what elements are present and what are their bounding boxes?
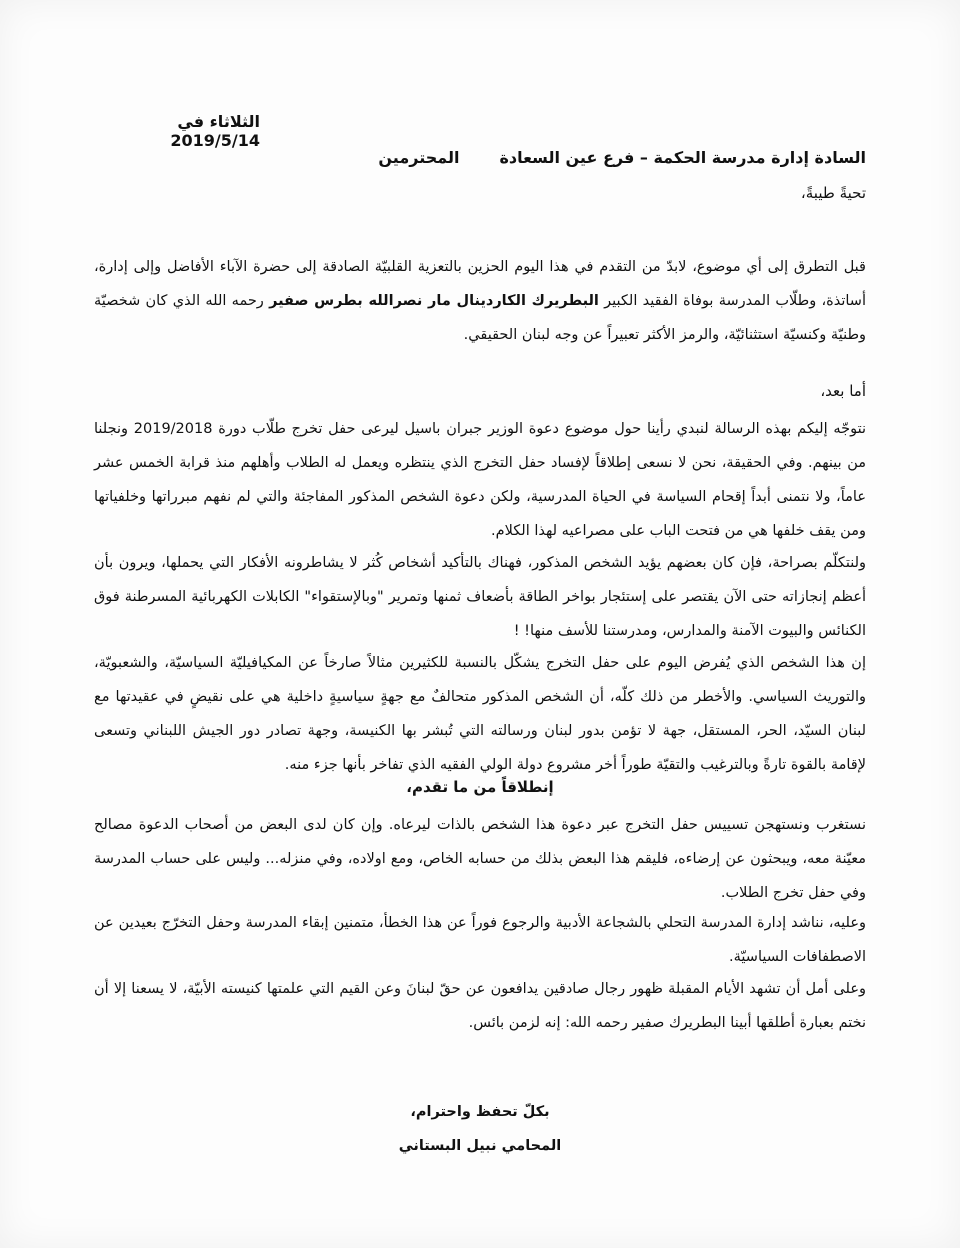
letter-date [94,112,866,150]
body-paragraph-5: وعليه، نناشد إدارة المدرسة التحلي بالشجاعة الأدبية والرجوع فوراً عن هذا الخطأ، متمنين إبقاء المدرسة وحفل التخرّج بعيدين عن الاصطفافات السياسيّة. [94,915,866,965]
section-heading: إنطلاقاً من ما تقدم، [406,778,554,796]
date-prefix: الثلاثاء في [177,112,260,131]
addressee-text: السادة إدارة مدرسة الحكمة – فرع عين السعادة [499,148,866,167]
condolence-paragraph [94,250,866,352]
closing-line: بكلّ تحفظ واحترام، [410,1104,550,1120]
date-value: 2019/5/14 [170,131,260,150]
addressee-line [94,148,866,167]
addressee-honorific: المحترمين [378,148,460,167]
patriarch-name: البطريرك الكاردينال مار نصرالله بطرس صفير [269,293,599,309]
body-paragraph-4: نستغرب ونستهجن تسييس حفل التخرج عبر دعوة هذا الشخص بالذات ليرعاه. وإن كان لدى البعض من أصحاب الدعوة مصالح معيّنة معه، ويبحثون عن إرضاءه، فليقم هذا البعض بذلك من حسابه الخاص، ومع اولاده، وفي منزله... وليس على حساب المدرسة وفي حفل تخرج الطلاب. [94,817,866,901]
signature-name: المحامي نبيل البستاني [398,1138,562,1154]
ama-baad: أما بعد، [820,382,866,400]
condolence-text-end: رحمه الله الذي كان شخصيّة وطنيّة وكنسيّة استثنائيّة، والرمز الأكثر تعبيراً عن وجه لبنان الحقيقي. [94,293,866,343]
body-paragraph-2: ولنتكلّم بصراحة، فإن كان بعضهم يؤيد الشخص المذكور، فهناك بالتأكيد أشخاص كُثر لا يشاطرونه الأفكار التي يحملها، ويرون بأن أعظم إنجازاته حتى الآن يقتصر على إستئجار بواخر الطاقة بأضعاف ثمنها وتمرير "وبالإستقواء" الكابلات الكهربائية المسرطنة فوق الكنائس والبيوت الآمنة والمدارس، ومدرستنا للأسف منها! ! [94,555,866,639]
condolence-text-start: قبل التطرق إلى أي موضوع، لابدّ من التقدم في هذا اليوم الحزين بالتعزية القلبيّة الصادقة إلى حضرة الآباء الأفاضل وإلى إدارة، أساتذة، وطلّاب المدرسة بوفاة الفقيد الكبير [94,259,866,309]
body-paragraph-1: نتوجّه إليكم بهذه الرسالة لنبدي رأينا حول موضوع دعوة الوزير جبران باسيل ليرعى حفل تخرج طلّاب دورة 2019/2018 ونجلنا من بينهم. وفي الحقيقة، نحن لا نسعى إطلاقاً لإفساد حفل التخرج الذي ينتظره ويعمل له الطلاب وأهلهم منذ قرابة الخمس عشر عاماً، ولا نتمنى أبداً إقحام السياسة في الحياة المدرسية، ولكن دعوة الشخص المذكور المفاجئة والتي لم نفهم مبرراتها وخلفياتها ومن يقف خلفها هي من فتحت الباب على مصراعيه لهذا الكلام. [94,421,866,539]
body-paragraph-3: إن هذا الشخص الذي يُفرض اليوم على حفل التخرج يشكّل بالنسبة للكثيرين مثالاً صارخاً عن المكيافيليّة السياسيّة، والشعبويّة، والتوريث السياسي. والأخطر من ذلك كلّه، أن الشخص المذكور متحالفٌ مع جهةٍ سياسيةٍ داخلية هي على نقيضٍ في عقيدتها مع لبنان السيّد، الحر، المستقل، جهة لا تؤمن بدور لبنان ورسالته التي تُبشر بها الكنيسة، وجهة تصادر دور الجيش اللبناني وتسعى لإقامة بالقوة تارةً وبالترغيب والتقيّة طوراً أخر مشروع دولة الولي الفقيه الذي تفاخر بأنها جزء منه. [94,655,866,773]
greeting: تحيةً طيبةً، [800,184,866,202]
body-paragraph-6: وعلى أمل أن تشهد الأيام المقبلة ظهور رجال صادقين يدافعون عن حقّ لبنانَ وعن القيم التي علمتها كنيسته الأبيّة، لا يسعنا إلا أن نختم بعبارة أطلقها أبينا البطريرك صفير رحمه الله: إنه لزمن بائس. [94,981,866,1031]
